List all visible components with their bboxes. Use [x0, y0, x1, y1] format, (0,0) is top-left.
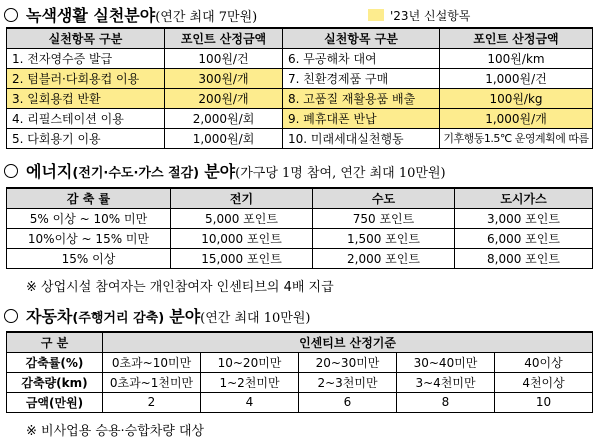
amount-cell: 2,000원/회: [165, 108, 283, 128]
amount-cell: 100원/건: [165, 48, 283, 68]
section3-title-end: 분야: [169, 307, 201, 326]
section1-subtitle: (연간 최대 7만원): [155, 10, 258, 25]
table-header: 실천항목 구분: [283, 28, 440, 48]
value-cell: 1,500 포인트: [313, 228, 455, 248]
item-cell: 7. 친환경제품 구매: [283, 68, 440, 88]
section2-title: 에너지: [26, 162, 73, 181]
value-cell: 40이상: [495, 352, 593, 372]
table-row: [7, 48, 593, 68]
table-row: [7, 392, 593, 412]
table-row: [7, 248, 593, 268]
section2-title-paren: (전기·수도·가스 절감): [72, 166, 200, 181]
section2-heading: [4, 159, 446, 182]
table-header: 감 축 률: [7, 188, 171, 208]
amount-cell: 100원/kg: [440, 88, 593, 108]
value-cell: 15,000 포인트: [171, 248, 313, 268]
value-cell: 20~30미만: [299, 352, 397, 372]
table-row: [7, 228, 593, 248]
table-row: [7, 128, 593, 148]
table-header: 포인트 산정금액: [440, 28, 593, 48]
item-cell: 6. 무공해차 대여: [283, 48, 440, 68]
row-label: 감축량(km): [7, 372, 103, 392]
value-cell: 2,000 포인트: [313, 248, 455, 268]
value-cell: 6,000 포인트: [455, 228, 593, 248]
circle-bullet-icon: [4, 164, 18, 178]
value-cell: 750 포인트: [313, 208, 455, 228]
legend-label: '23년 신설항목: [390, 9, 471, 23]
value-cell: 0초과~1천미만: [103, 372, 201, 392]
amount-cell: 100원/km: [440, 48, 593, 68]
item-cell: 8. 고품질 재활용품 배출: [283, 88, 440, 108]
legend-swatch: [368, 9, 384, 21]
item-cell: 9. 폐휴대폰 반납: [283, 108, 440, 128]
item-cell: 10. 미래세대실천행동: [283, 128, 440, 148]
section2-subtitle: (가구당 1명 참여, 연간 최대 10만원): [235, 166, 446, 181]
item-cell: 1. 전자영수증 발급: [7, 48, 165, 68]
item-cell: 4. 리필스테이션 이용: [7, 108, 165, 128]
table-row: [7, 352, 593, 372]
rate-cell: 10%이상 ~ 15% 미만: [7, 228, 171, 248]
rate-cell: 15% 이상: [7, 248, 171, 268]
section2-note: ※ 상업시설 참여자는 개인참여자 인센티브의 4배 지급: [26, 280, 334, 295]
table-row: [7, 68, 593, 88]
amount-cell: 300원/개: [165, 68, 283, 88]
table-header: 구 분: [7, 332, 103, 352]
amount-cell: 1,000원/회: [165, 128, 283, 148]
value-cell: 0초과~10미만: [103, 352, 201, 372]
amount-cell: 1,000원/개: [440, 108, 593, 128]
car-table: [6, 331, 593, 413]
value-cell: 4: [201, 392, 299, 412]
value-cell: 2: [103, 392, 201, 412]
table-row: [7, 372, 593, 392]
green-life-table: [6, 27, 593, 149]
amount-cell: 200원/개: [165, 88, 283, 108]
value-cell: 5,000 포인트: [171, 208, 313, 228]
section3-title: 자동차: [26, 307, 73, 326]
section3-subtitle: (연간 최대 10만원): [200, 311, 311, 326]
table-header: 인센티브 산정기준: [103, 332, 593, 352]
value-cell: 30~40미만: [397, 352, 495, 372]
table-header: 도시가스: [455, 188, 593, 208]
section1-title: 녹색생활 실천분야: [26, 6, 156, 25]
table-header: 포인트 산정금액: [165, 28, 283, 48]
table-row: [7, 208, 593, 228]
value-cell: 8,000 포인트: [455, 248, 593, 268]
value-cell: 10~20미만: [201, 352, 299, 372]
item-cell: 2. 텀블러·다회용컵 이용: [7, 68, 165, 88]
value-cell: 4천이상: [495, 372, 593, 392]
table-header: 실천항목 구분: [7, 28, 165, 48]
table-row: [7, 88, 593, 108]
section3-title-paren: (주행거리 감축): [72, 311, 165, 326]
rate-cell: 5% 이상 ~ 10% 미만: [7, 208, 171, 228]
value-cell: 3~4천미만: [397, 372, 495, 392]
row-label: 금액(만원): [7, 392, 103, 412]
value-cell: 10,000 포인트: [171, 228, 313, 248]
section2-title-end: 분야: [204, 162, 236, 181]
circle-bullet-icon: [4, 309, 18, 323]
row-label: 감축률(%): [7, 352, 103, 372]
value-cell: 6: [299, 392, 397, 412]
table-header: 전기: [171, 188, 313, 208]
circle-bullet-icon: [4, 8, 18, 22]
value-cell: 10: [495, 392, 593, 412]
section3-note: ※ 비사업용 승용·승합차량 대상: [26, 424, 205, 439]
item-cell: 5. 다회용기 이용: [7, 128, 165, 148]
amount-cell: 1,000원/건: [440, 68, 593, 88]
section3-heading: [4, 304, 310, 327]
value-cell: 3,000 포인트: [455, 208, 593, 228]
energy-table: [6, 187, 593, 269]
value-cell: 8: [397, 392, 495, 412]
item-cell: 3. 일회용컵 반환: [7, 88, 165, 108]
value-cell: 2~3천미만: [299, 372, 397, 392]
legend: [368, 7, 470, 24]
table-row: [7, 108, 593, 128]
value-cell: 1~2천미만: [201, 372, 299, 392]
amount-cell: 기후행동1.5℃ 운영계획에 따름: [440, 128, 593, 148]
table-header: 수도: [313, 188, 455, 208]
section1-heading: [4, 3, 257, 26]
